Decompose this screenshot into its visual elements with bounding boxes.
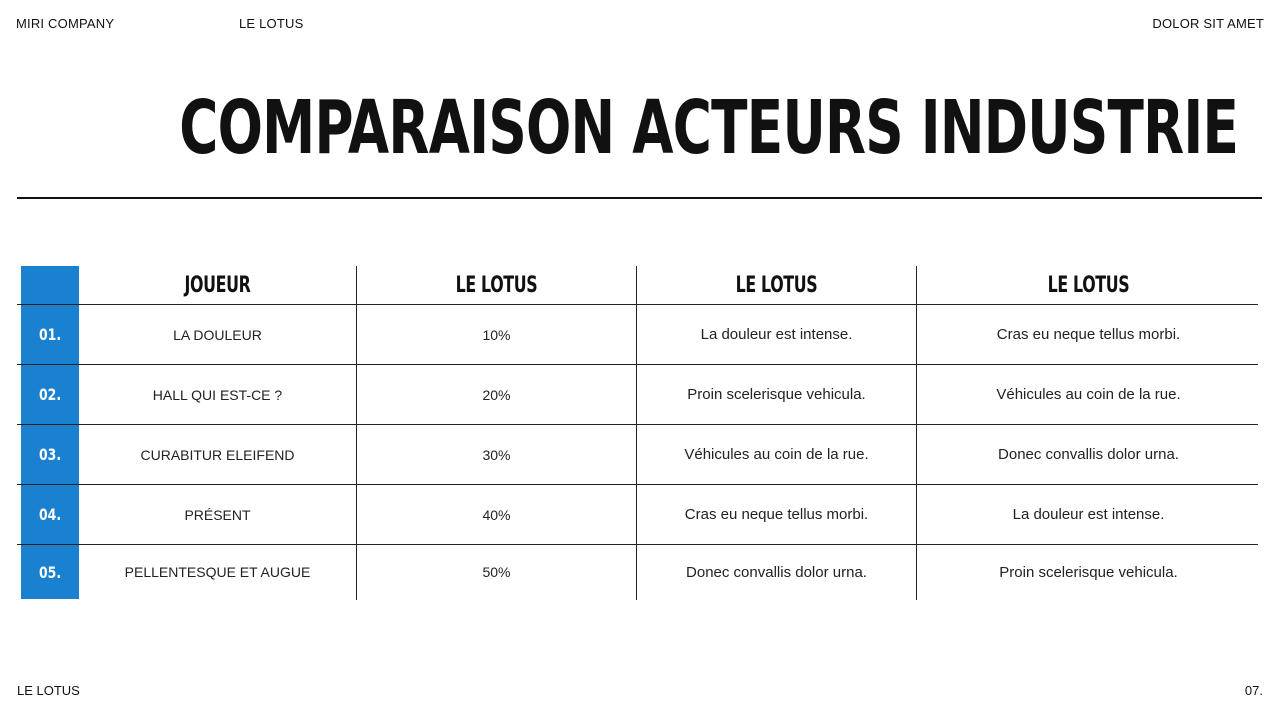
column-header-lotus-3: LE LOTUS bbox=[1047, 272, 1130, 298]
comparison-table bbox=[17, 266, 1260, 600]
row-number: 01. bbox=[38, 325, 62, 344]
percentage-value: 10% bbox=[482, 326, 511, 343]
column-header-lotus-1: LE LOTUS bbox=[455, 272, 538, 298]
row-number: 05. bbox=[38, 562, 62, 582]
page-number: 07. bbox=[1244, 683, 1263, 698]
percentage-value: 30% bbox=[482, 446, 511, 463]
column-header-lotus-2: LE LOTUS bbox=[735, 272, 818, 298]
percentage-value: 40% bbox=[482, 506, 511, 523]
title-divider bbox=[17, 197, 1262, 199]
table-cell: Cras eu neque tellus morbi. bbox=[996, 326, 1181, 343]
table-cell: Donec convallis dolor urna. bbox=[686, 563, 867, 581]
section-label: LE LOTUS bbox=[239, 16, 304, 31]
table-cell: Véhicules au coin de la rue. bbox=[684, 446, 869, 463]
table-cell: Proin scelerisque vehicula. bbox=[687, 386, 866, 403]
table-cell: La douleur est intense. bbox=[700, 326, 853, 343]
player-name: LA DOULEUR bbox=[173, 326, 262, 343]
player-name: PRÉSENT bbox=[184, 506, 251, 523]
table-cell: Véhicules au coin de la rue. bbox=[996, 386, 1181, 403]
player-name: HALL QUI EST-CE ? bbox=[152, 386, 283, 403]
row-number: 04. bbox=[38, 505, 62, 524]
percentage-value: 20% bbox=[482, 386, 511, 403]
row-number: 03. bbox=[38, 445, 62, 464]
percentage-value: 50% bbox=[482, 564, 511, 580]
table-cell: Donec convallis dolor urna. bbox=[998, 446, 1179, 463]
table-cell: La douleur est intense. bbox=[1012, 506, 1165, 523]
table-cell: Cras eu neque tellus morbi. bbox=[684, 506, 869, 523]
player-name: PELLENTESQUE ET AUGUE bbox=[124, 564, 311, 580]
page-title: COMPARAISON ACTEURS INDUSTRIE bbox=[179, 85, 1239, 171]
table-cell: Proin scelerisque vehicula. bbox=[999, 563, 1178, 581]
row-number: 02. bbox=[38, 385, 62, 404]
column-header-joueur: JOUEUR bbox=[184, 272, 251, 298]
footer-label: LE LOTUS bbox=[17, 683, 80, 698]
company-name: MIRI COMPANY bbox=[16, 16, 115, 31]
header-tagline: DOLOR SIT AMET bbox=[1152, 16, 1264, 31]
player-name: CURABITUR ELEIFEND bbox=[140, 446, 295, 463]
